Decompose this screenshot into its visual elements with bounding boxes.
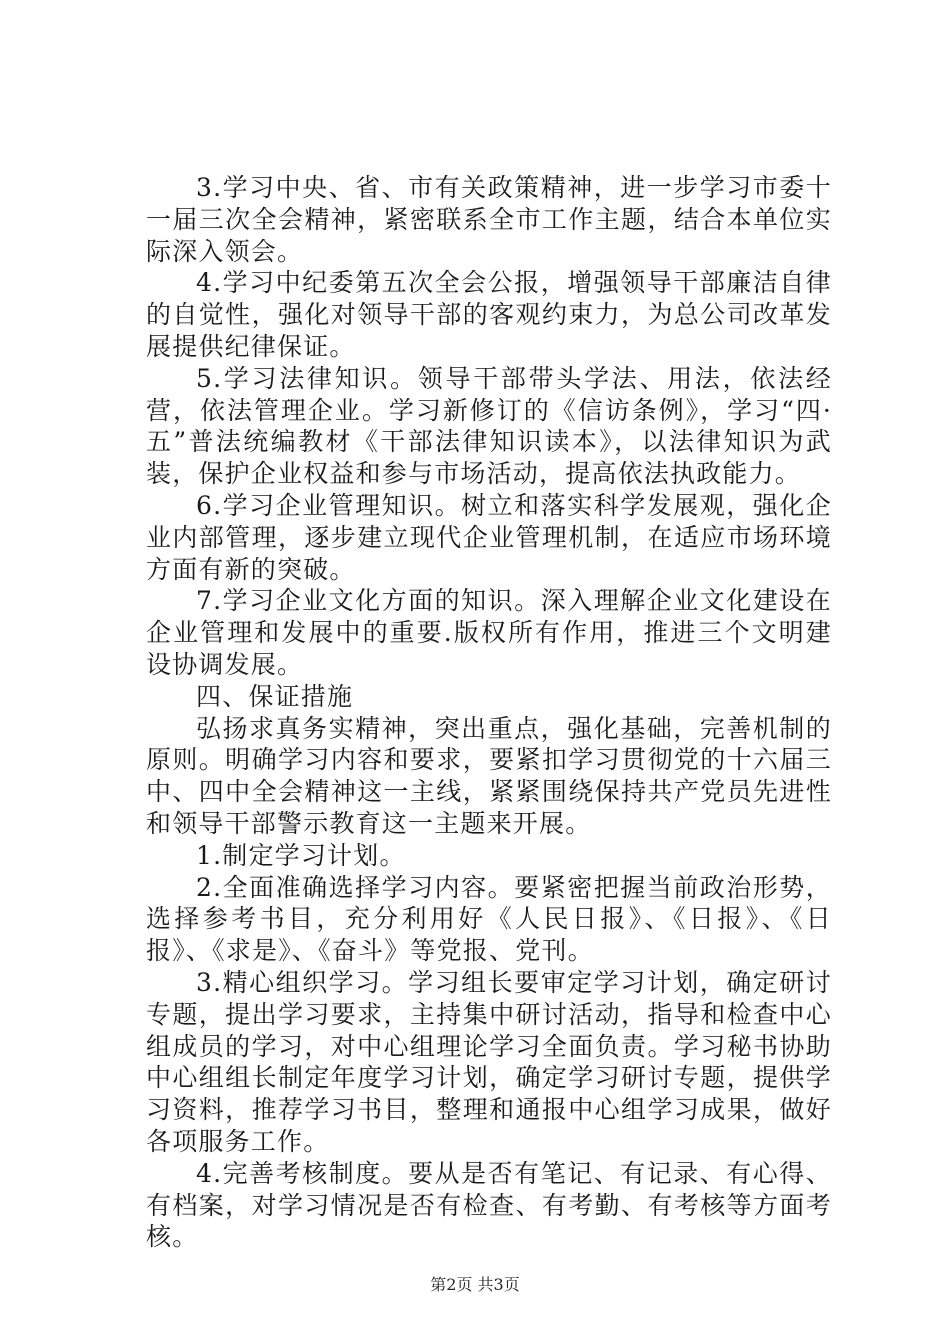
paragraph-item-6: 6.学习企业管理知识。树立和落实科学发展观，强化企业内部管理，逐步建立现代企业管理机制，在适应市场环境方面有新的突破。 xyxy=(146,490,832,584)
paragraph-item-5: 5.学习法律知识。领导干部带头学法、用法，依法经营，依法管理企业。学习新修订的《信访条例》，学习“四·五”普法统编教材《干部法律知识读本》，以法律知识为武装，保护企业权益和参与市场活动，提高依法执政能力。 xyxy=(146,363,832,489)
paragraph-item-4: 4.学习中纪委第五次全会公报，增强领导干部廉洁自律的自觉性，强化对领导干部的客观约束力，为总公司改革发展提供纪律保证。 xyxy=(146,268,832,361)
measure-item-3: 3.精心组织学习。学习组长要审定学习计划，确定研讨专题，提出学习要求，主持集中研讨活动，指导和检查中心组成员的学习，对中心组理论学习全面负责。学习秘书协助中心组组长制定年度学习计划，确定学习研讨专题，提供学习资料，推荐学习书目，整理和通报中心组学习成果，做好各项服务工作。 xyxy=(146,967,832,1156)
section-heading: 四、保证措施 xyxy=(196,681,354,711)
document-body xyxy=(146,172,832,1253)
measure-item-4: 4.完善考核制度。要从是否有笔记、有记录、有心得、有档案，对学习情况是否有检查、有考勤、有考核等方面考核。 xyxy=(146,1158,832,1252)
paragraph-item-7: 7.学习企业文化方面的知识。深入理解企业文化建设在企业管理和发展中的重要.版权所有作用，推进三个文明建设协调发展。 xyxy=(146,586,832,679)
page-number-footer: 第2页 共3页 xyxy=(430,1275,520,1294)
section-intro: 弘扬求真务实精神，突出重点，强化基础，完善机制的原则。明确学习内容和要求，要紧扣学习贯彻党的十六届三中、四中全会精神这一主线，紧紧围绕保持共产党员先进性和领导干部警示教育这一主题来开展。 xyxy=(146,713,832,838)
measure-item-2: 2.全面准确选择学习内容。要紧密把握当前政治形势，选择参考书目，充分利用好《人民日报》、《日报》、《日报》、《求是》、《奋斗》等党报、党刊。 xyxy=(146,872,832,966)
measure-item-1: 1.制定学习计划。 xyxy=(196,840,406,870)
paragraph-item-3: 3.学习中央、省、市有关政策精神，进一步学习市委十一届三次全会精神，紧密联系全市工作主题，结合本单位实际深入领会。 xyxy=(146,173,832,266)
